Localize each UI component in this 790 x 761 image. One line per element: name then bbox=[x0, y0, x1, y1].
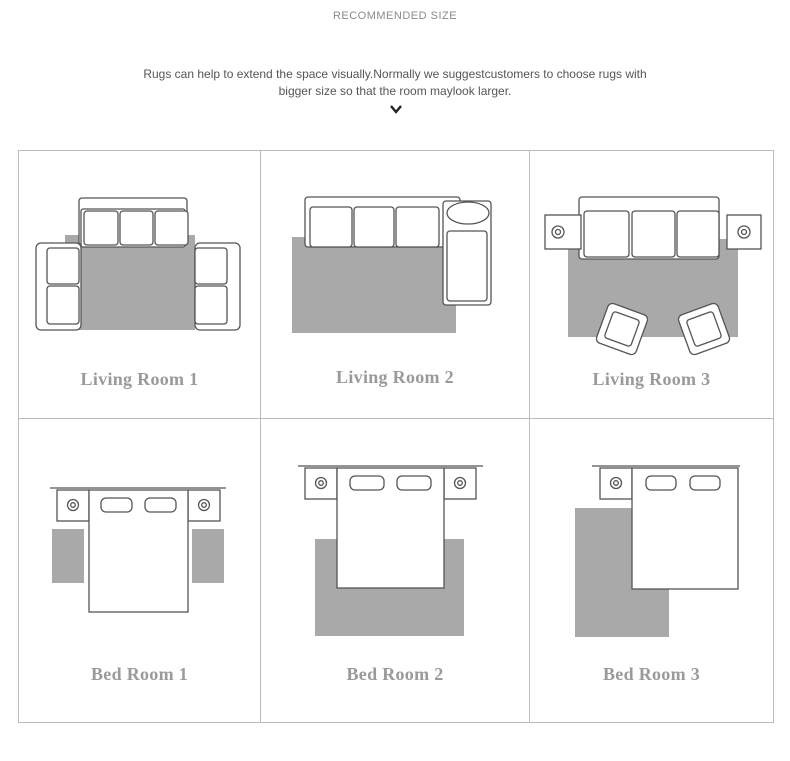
room-label: Living Room 2 bbox=[336, 367, 454, 387]
room-label: Bed Room 3 bbox=[603, 664, 700, 684]
room-label: Bed Room 1 bbox=[91, 664, 188, 684]
intro-line-1: Rugs can help to extend the space visually.Normally we suggestcustomers to choose rugs with bbox=[143, 67, 647, 81]
room-cell-bed-room-2 bbox=[261, 419, 529, 722]
room-cell-bed-room-3 bbox=[530, 419, 773, 722]
room-label: Living Room 3 bbox=[592, 369, 711, 389]
room-label: Living Room 1 bbox=[80, 369, 199, 389]
room-cell-living-room-3 bbox=[530, 151, 773, 418]
intro-text bbox=[120, 66, 670, 100]
room-cell-living-room-2 bbox=[261, 151, 529, 418]
chevron-down-icon bbox=[389, 104, 403, 114]
room-layout-grid bbox=[18, 150, 774, 723]
intro-line-2: bigger size so that the room maylook larger. bbox=[278, 84, 512, 98]
room-cell-bed-room-1 bbox=[19, 419, 260, 722]
room-label: Bed Room 2 bbox=[346, 664, 444, 684]
page-title: RECOMMENDED SIZE bbox=[332, 10, 458, 22]
room-cell-living-room-1 bbox=[19, 151, 260, 418]
